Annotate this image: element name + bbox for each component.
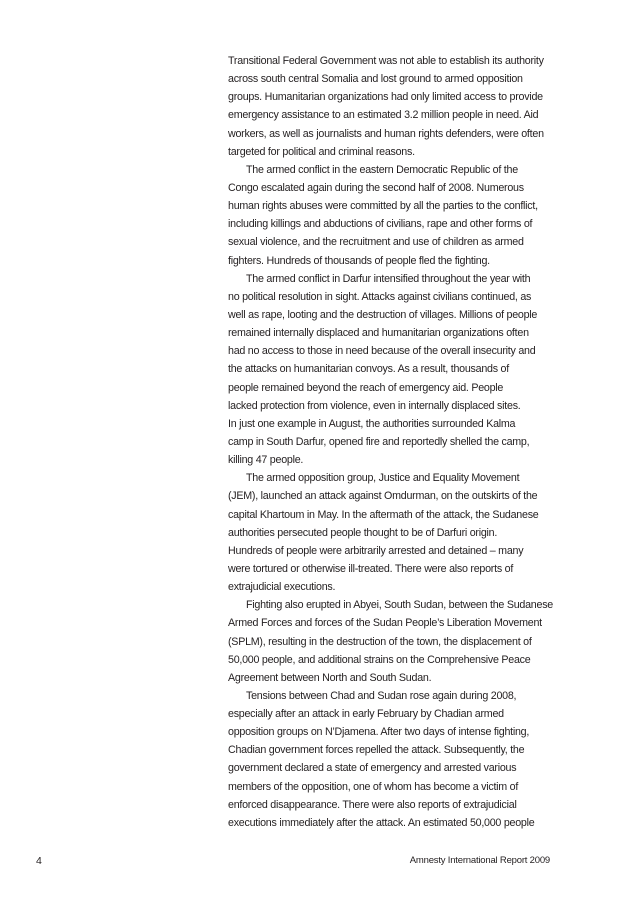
body-text-line: emergency assistance to an estimated 3.2 million people in need. Aid bbox=[228, 109, 539, 122]
body-text-line: across south central Somalia and lost ground to armed opposition bbox=[228, 73, 523, 86]
body-text-line: workers, as well as journalists and human rights defenders, were often bbox=[228, 127, 544, 140]
body-text-line: The armed conflict in Darfur intensified throughout the year with bbox=[246, 272, 531, 285]
running-footer: Amnesty International Report 2009 bbox=[409, 855, 550, 866]
body-text-line: the attacks on humanitarian convoys. As a result, thousands of bbox=[228, 363, 509, 376]
body-text-line: were tortured or otherwise ill-treated. There were also reports of bbox=[228, 562, 514, 575]
body-text-line: enforced disappearance. There were also reports of extrajudicial bbox=[228, 798, 517, 811]
body-text-line: people remained beyond the reach of emergency aid. People bbox=[228, 381, 504, 394]
body-text-line: well as rape, looting and the destruction of villages. Millions of people bbox=[228, 308, 538, 321]
body-text-line: extrajudicial executions. bbox=[228, 581, 336, 594]
body-text-line: Chadian government forces repelled the attack. Subsequently, the bbox=[228, 744, 525, 757]
body-text-line: groups. Humanitarian organizations had only limited access to provide bbox=[228, 91, 543, 104]
body-text-line: Transitional Federal Government was not able to establish its authority bbox=[228, 55, 544, 67]
body-text-line: authorities persecuted people thought to be of Darfuri origin. bbox=[228, 526, 498, 539]
page-number: 4 bbox=[36, 855, 42, 867]
body-text-line: Fighting also erupted in Abyei, South Sudan, between the Sudanese bbox=[246, 599, 553, 612]
body-text-line: (JEM), launched an attack against Omdurman, on the outskirts of the bbox=[228, 490, 538, 503]
body-text-line: human rights abuses were committed by all the parties to the conflict, bbox=[228, 200, 538, 213]
body-text-line: Hundreds of people were arbitrarily arrested and detained – many bbox=[228, 544, 524, 557]
body-text-line: (SPLM), resulting in the destruction of the town, the displacement of bbox=[228, 635, 532, 648]
body-text-line: no political resolution in sight. Attacks against civilians continued, as bbox=[228, 290, 532, 303]
body-text-line: Congo escalated again during the second half of 2008. Numerous bbox=[228, 181, 524, 194]
body-text-column bbox=[228, 52, 563, 832]
body-text-line: opposition groups on N’Djamena. After two days of intense fighting, bbox=[228, 726, 530, 739]
body-text-line: remained internally displaced and humanitarian organizations often bbox=[228, 327, 529, 340]
body-text-line: targeted for political and criminal reasons. bbox=[228, 145, 415, 158]
body-text-line: The armed opposition group, Justice and Equality Movement bbox=[246, 472, 520, 485]
body-text-line: Tensions between Chad and Sudan rose again during 2008, bbox=[246, 689, 517, 702]
body-text-line: had no access to those in need because of the overall insecurity and bbox=[228, 345, 536, 358]
body-text-line: sexual violence, and the recruitment and use of children as armed bbox=[228, 236, 524, 249]
body-text-line: executions immediately after the attack. An estimated 50,000 people bbox=[228, 816, 535, 829]
body-text-line: including killings and abductions of civilians, rape and other forms of bbox=[228, 218, 533, 231]
body-text-line: lacked protection from violence, even in internally displaced sites. bbox=[228, 399, 521, 412]
body-text-line: The armed conflict in the eastern Democratic Republic of the bbox=[246, 163, 518, 176]
body-text-line: capital Khartoum in May. In the aftermath of the attack, the Sudanese bbox=[228, 508, 539, 521]
body-text-line: fighters. Hundreds of thousands of people fled the fighting. bbox=[228, 254, 490, 267]
body-text-line: Agreement between North and South Sudan. bbox=[228, 671, 432, 684]
body-text-line: especially after an attack in early February by Chadian armed bbox=[228, 708, 504, 721]
body-text-line: members of the opposition, one of whom has become a victim of bbox=[228, 780, 519, 793]
body-text-line: 50,000 people, and additional strains on the Comprehensive Peace bbox=[228, 653, 531, 666]
body-text-line: camp in South Darfur, opened fire and reportedly shelled the camp, bbox=[228, 435, 530, 448]
body-text-line: In just one example in August, the authorities surrounded Kalma bbox=[228, 417, 516, 430]
body-text-line: killing 47 people. bbox=[228, 454, 304, 467]
body-text-line: government declared a state of emergency and arrested various bbox=[228, 762, 517, 775]
body-text-line: Armed Forces and forces of the Sudan People’s Liberation Movement bbox=[228, 617, 542, 630]
